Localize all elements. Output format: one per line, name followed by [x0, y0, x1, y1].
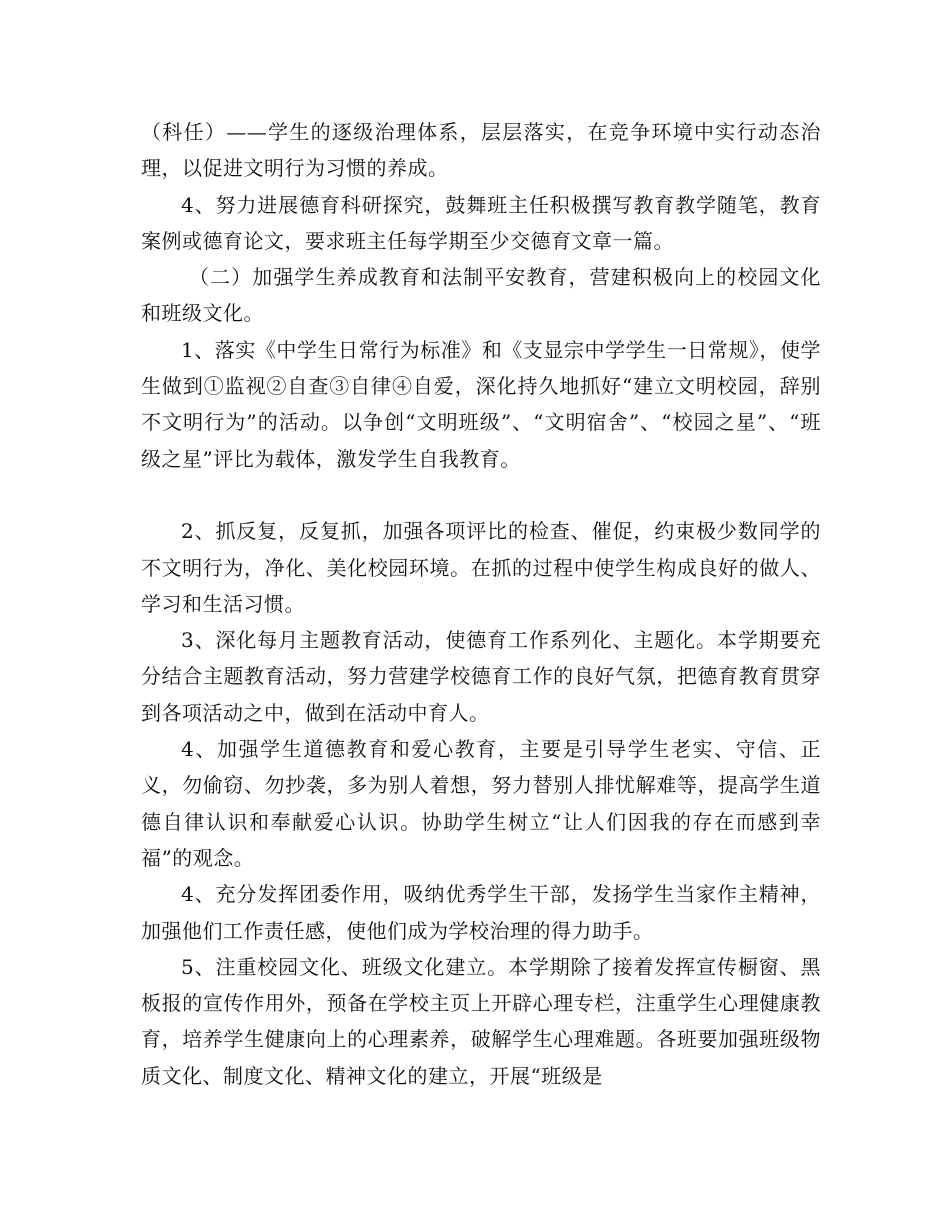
paragraph-item-4-league: 4、充分发挥团委作用，吸纳优秀学生干部，发扬学生当家作主精神，加强他们工作责任感，使他们成为学校治理的得力助手。	[141, 882, 821, 943]
section-heading-2: （二）加强学生养成教育和法制平安教育，营建积极向上的校园文化和班级文化。	[141, 265, 821, 326]
paragraph-item-1-standards: 1、落实《中学生日常行为标准》和《支显宗中学学生一日常规》，使学生做到①监视②自查③自律④自爱，深化持久地抓好“建立文明校园，辞别不文明行为”的活动。以争创“文明班级”、“文明宿舍”、“校园之星”、“班级之星”评比为载体，激发学生自我教育。	[141, 337, 821, 471]
paragraph-item-4-research: 4、努力进展德育科研探究，鼓舞班主任积极撰写教育教学随笔，教育案例或德育论文，要求班主任每学期至少交德育文章一篇。	[141, 192, 821, 253]
document-page	[141, 114, 821, 1094]
blank-line	[141, 477, 821, 513]
paragraph-item-4-moral: 4、加强学生道德教育和爱心教育，主要是引导学生老实、守信、正义，勿偷窃、勿抄袭，多为别人着想，努力替别人排忧解难等，提高学生道德自律认识和奉献爱心认识。协助学生树立“让人们因我的存在而感到幸福”的观念。	[141, 737, 821, 870]
paragraph-item-5-culture: 5、注重校园文化、班级文化建立。本学期除了接着发挥宣传橱窗、黑板报的宣传作用外，预备在学校主页上开辟心理专栏，注重学生心理健康教育，培养学生健康向上的心理素养，破解学生心理难题。各班要加强班级物质文化、制度文化、精神文化的建立，开展“班级是	[141, 954, 821, 1088]
paragraph-item-2-repeat: 2、抓反复，反复抓，加强各项评比的检查、催促，约束极少数同学的不文明行为，净化、美化校园环境。在抓的过程中使学生构成良好的做人、学习和生活习惯。	[141, 519, 821, 616]
paragraph-continuation: （科任）——学生的逐级治理体系，层层落实，在竞争环境中实行动态治理，以促进文明行为习惯的养成。	[141, 120, 821, 181]
paragraph-item-3-monthly-theme: 3、深化每月主题教育活动，使德育工作系列化、主题化。本学期要充分结合主题教育活动，努力营建学校德育工作的良好气氛，把德育教育贯穿到各项活动之中，做到在活动中育人。	[141, 628, 821, 725]
